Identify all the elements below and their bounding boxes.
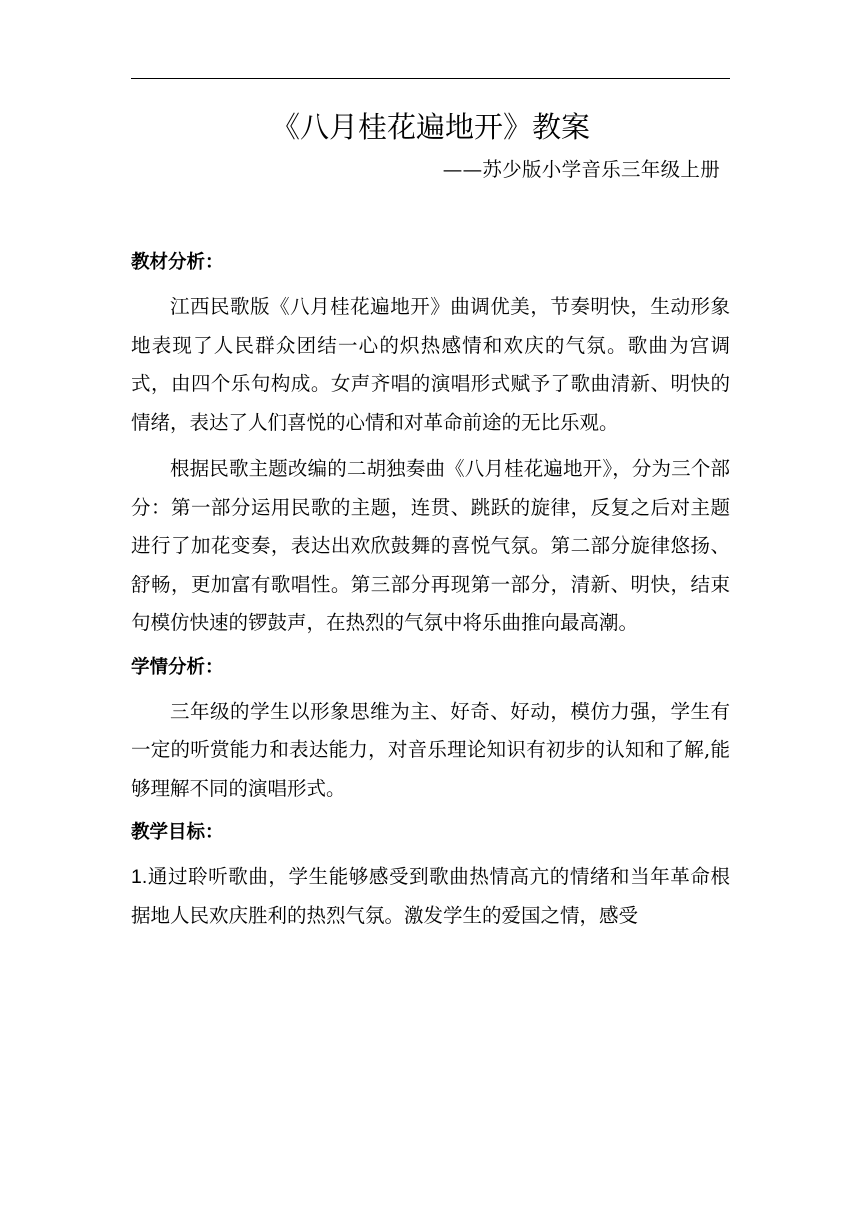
teaching-goal-item-1-text: 通过聆听歌曲，学生能够感受到歌曲热情高亢的情绪和当年革命根据地人民欢庆胜利的热烈气氛。激发学生的爱国之情，感受 <box>131 865 730 927</box>
student-analysis-paragraph-1: 三年级的学生以形象思维为主、好奇、好动，模仿力强，学生有一定的听赏能力和表达能力，对音乐理论知识有初步的认知和了解,能够理解不同的演唱形式。 <box>131 699 730 800</box>
section-heading-student-analysis: 学情分析： <box>131 656 224 678</box>
teaching-goal-item-1-number: 1. <box>131 866 148 888</box>
material-analysis-paragraph-2: 根据民歌主题改编的二胡独奏曲《八月桂花遍地开》，分为三个部分：第一部分运用民歌的主题，连贯、跳跃的旋律，反复之后对主题进行了加花变奏，表达出欢欣鼓舞的喜悦气氛。第二部分旋律悠扬、舒畅，更加富有歌唱性。第三部分再现第一部分，清新、明快，结束句模仿快速的锣鼓声，在热烈的气氛中将乐曲推向最高潮。 <box>131 457 730 634</box>
document-title: 《八月桂花遍地开》教案 <box>270 110 590 144</box>
header-rule <box>131 78 730 79</box>
teaching-goal-item-1 <box>131 858 730 935</box>
section-heading-material-analysis: 教材分析： <box>131 252 224 273</box>
document-subtitle: ——苏少版小学音乐三年级上册 <box>442 158 720 181</box>
material-analysis-paragraph-1: 江西民歌版《八月桂花遍地开》曲调优美，节奏明快，生动形象地表现了人民群众团结一心的炽热感情和欢庆的气氛。歌曲为宫调式，由四个乐句构成。女声齐唱的演唱形式赋予了歌曲清新、明快的情绪，表达了人们喜悦的心情和对革命前途的无比乐观。 <box>131 295 730 434</box>
section-heading-teaching-goals: 教学目标： <box>131 822 224 843</box>
document-body <box>131 246 730 935</box>
